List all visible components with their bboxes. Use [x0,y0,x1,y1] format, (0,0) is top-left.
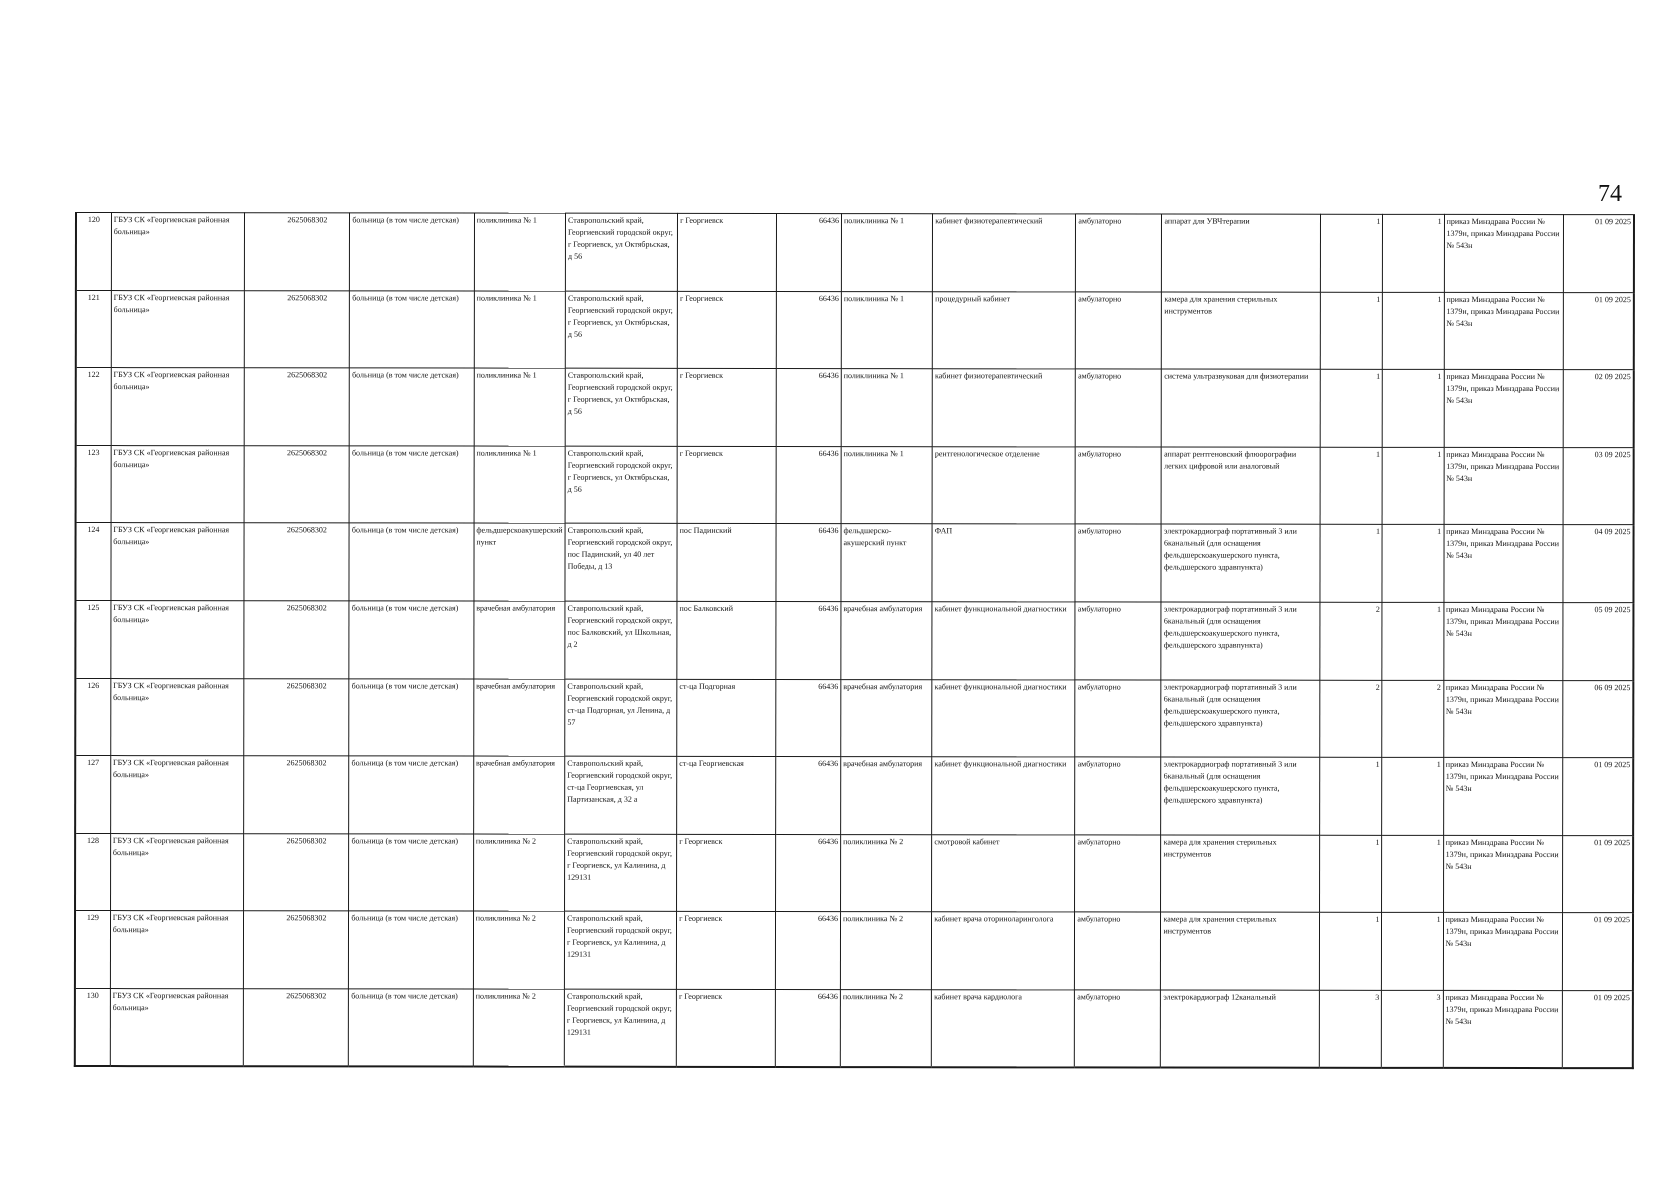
equipment-cell: камера для хранения стерильных инструментов [1161,912,1320,990]
quantity-required-cell: 1 [1320,292,1382,370]
code-cell: 66436 [776,213,841,291]
code-cell: 66436 [775,757,840,835]
division-cell: врачебная амбулатория [474,601,565,679]
address-cell: Ставропольский край, Георгиевский городской округ, г Георгиевск, ул Калинина, д 129131 [565,834,677,912]
care-condition-cell: амбулаторно [1076,214,1162,292]
division-cell: поликлиника № 2 [473,834,564,912]
code-cell: 66436 [775,601,840,679]
code-cell: 66436 [775,989,840,1067]
equipment-cell: камера для хранения стерильных инструментов [1162,292,1321,370]
subdivision-cell: поликлиника № 1 [841,446,932,524]
care-condition-cell: амбулаторно [1076,291,1162,369]
equipment-table [74,212,1635,1069]
locality-cell: г Георгиевск [677,291,776,369]
address-cell: Ставропольский край, Георгиевский городской округ, г Георгиевск, ул Калинина, д 129131 [564,989,676,1067]
organization-cell: ГБУЗ СК «Георгиевская районная больница» [110,988,243,1066]
organization-cell: ГБУЗ СК «Георгиевская районная больница» [111,601,244,679]
institution-type-cell: больница (в том числе детская) [349,989,474,1067]
code-cell: 66436 [776,446,841,524]
care-condition-cell: амбулаторно [1075,524,1161,602]
quantity-available-cell: 1 [1383,214,1444,292]
care-condition-cell: амбулаторно [1075,757,1161,835]
subdivision-cell: поликлиника № 1 [841,214,932,292]
table-row [75,833,1633,913]
locality-cell: г Георгиевск [677,213,776,291]
row-number-cell: 123 [76,445,111,523]
locality-cell: г Георгиевск [676,989,775,1067]
subdivision-cell: поликлиника № 2 [840,990,931,1068]
inn-cell: 2625068302 [243,833,349,911]
equipment-cell: камера для хранения стерильных инструментов [1161,835,1320,913]
equipment-cell: аппарат для УВЧтерапии [1162,214,1321,292]
date-cell: 01 09 2025 [1562,758,1633,836]
legal-basis-cell: приказ Минздрава России № 1379н, приказ Минздрава России № 543н [1443,758,1562,836]
quantity-required-cell: 1 [1320,525,1382,603]
row-number-cell: 122 [76,368,111,446]
locality-cell: г Георгиевск [677,369,776,447]
inn-cell: 2625068302 [243,911,349,989]
inn-cell: 2625068302 [243,756,349,834]
date-cell: 01 09 2025 [1562,913,1633,991]
organization-cell: ГБУЗ СК «Георгиевская районная больница» [111,290,244,368]
quantity-required-cell: 1 [1320,447,1382,525]
code-cell: 66436 [775,912,840,990]
locality-cell: ст-ца Подгорная [677,679,776,757]
quantity-available-cell: 1 [1382,602,1443,680]
organization-cell: ГБУЗ СК «Георгиевская районная больница» [111,523,244,601]
equipment-cell: электрокардиограф портативный 3 или 6канальный (для оснащения фельдшерскоакушерского пункта, фельдшерского здравпункта) [1161,524,1320,602]
inn-cell: 2625068302 [244,213,350,291]
locality-cell: г Георгиевск [677,446,776,524]
subdivision-cell: врачебная амбулатория [841,602,932,680]
quantity-available-cell: 1 [1382,835,1443,913]
room-cell: ФАП [932,524,1075,602]
date-cell: 01 09 2025 [1562,835,1633,913]
date-cell: 01 09 2025 [1563,292,1634,370]
date-cell: 05 09 2025 [1563,603,1634,681]
subdivision-cell: фельдшерско-акушерский пункт [841,524,932,602]
equipment-cell: аппарат рентгеновский флюорографии легких цифровой или аналоговый [1162,447,1321,525]
room-cell: процедурный кабинет [933,291,1076,369]
code-cell: 66436 [775,834,840,912]
quantity-available-cell: 3 [1382,990,1443,1068]
address-cell: Ставропольский край, Георгиевский городской округ, г Георгиевск, ул Октябрьская, д 56 [565,291,677,369]
institution-type-cell: больница (в том числе детская) [349,834,474,912]
quantity-required-cell: 1 [1321,214,1383,292]
table-row [75,988,1633,1068]
room-cell: кабинет врача оториноларинголога [932,912,1075,990]
division-cell: поликлиника № 1 [474,291,565,369]
equipment-cell: электрокардиограф портативный 3 или 6канальный (для оснащения фельдшерскоакушерского пункта, фельдшерского здравпункта) [1161,757,1320,835]
row-number-cell: 125 [75,600,110,678]
code-cell: 66436 [776,524,841,602]
organization-cell: ГБУЗ СК «Георгиевская районная больница» [111,445,244,523]
row-number-cell: 121 [76,290,111,368]
organization-cell: ГБУЗ СК «Георгиевская районная больница» [110,911,243,989]
quantity-required-cell: 2 [1320,680,1382,758]
division-cell: поликлиника № 2 [473,911,564,989]
table-row [75,756,1633,836]
quantity-required-cell: 1 [1320,757,1382,835]
table-row [76,368,1634,448]
institution-type-cell: больница (в том числе детская) [350,213,475,291]
table-row [75,678,1633,758]
inn-cell: 2625068302 [243,678,349,756]
quantity-available-cell: 1 [1382,525,1443,603]
quantity-available-cell: 1 [1382,913,1443,991]
table-row [76,290,1634,370]
legal-basis-cell: приказ Минздрава России № 1379н, приказ Минздрава России № 543н [1443,680,1562,758]
legal-basis-cell: приказ Минздрава России № 1379н, приказ Минздрава России № 543н [1444,525,1563,603]
institution-type-cell: больница (в том числе детская) [349,911,474,989]
room-cell: кабинет функциональной диагностики [932,679,1075,757]
quantity-available-cell: 1 [1383,292,1444,370]
institution-type-cell: больница (в том числе детская) [350,290,475,368]
care-condition-cell: амбулаторно [1075,447,1161,525]
locality-cell: ст-ца Георгиевская [677,756,776,834]
locality-cell: пос Балковский [677,601,776,679]
room-cell: смотровой кабинет [932,834,1075,912]
equipment-cell: электрокардиограф портативный 3 или 6канальный (для оснащения фельдшерскоакушерского пункта, фельдшерского здравпункта) [1161,680,1320,758]
room-cell: кабинет функциональной диагностики [932,757,1075,835]
address-cell: Ставропольский край, Георгиевский городской округ, ст-ца Подгорная, ул Ленина, д 57 [565,679,677,757]
legal-basis-cell: приказ Минздрава России № 1379н, приказ Минздрава России № 543н [1443,990,1562,1068]
date-cell: 02 09 2025 [1563,370,1634,448]
division-cell: поликлиника № 1 [474,446,565,524]
inn-cell: 2625068302 [243,601,349,679]
division-cell: врачебная амбулатория [473,756,564,834]
division-cell: врачебная амбулатория [474,679,565,757]
organization-cell: ГБУЗ СК «Георгиевская районная больница» [110,756,243,834]
legal-basis-cell: приказ Минздрава России № 1379н, приказ Минздрава России № 543н [1444,292,1563,370]
organization-cell: ГБУЗ СК «Георгиевская районная больница» [110,833,243,911]
quantity-required-cell: 1 [1320,369,1382,447]
legal-basis-cell: приказ Минздрава России № 1379н, приказ Минздрава России № 543н [1444,214,1563,292]
code-cell: 66436 [776,369,841,447]
inn-cell: 2625068302 [243,523,349,601]
inn-cell: 2625068302 [244,446,350,524]
organization-cell: ГБУЗ СК «Георгиевская районная больница» [111,213,244,291]
subdivision-cell: поликлиника № 1 [841,291,932,369]
date-cell: 01 09 2025 [1563,215,1634,293]
locality-cell: г Георгиевск [676,912,775,990]
address-cell: Ставропольский край, Георгиевский городской округ, г Георгиевск, ул Октябрьская, д 56 [565,213,677,291]
care-condition-cell: амбулаторно [1075,602,1161,680]
institution-type-cell: больница (в том числе детская) [349,756,474,834]
quantity-required-cell: 1 [1320,913,1382,991]
table-row [75,523,1633,603]
division-cell: поликлиника № 2 [473,989,564,1067]
legal-basis-cell: приказ Минздрава России № 1379н, приказ Минздрава России № 543н [1443,602,1562,680]
date-cell: 04 09 2025 [1563,525,1634,603]
room-cell: кабинет физиотерапевтический [933,214,1076,292]
organization-cell: ГБУЗ СК «Георгиевская районная больница» [111,678,244,756]
subdivision-cell: врачебная амбулатория [841,679,932,757]
inn-cell: 2625068302 [244,290,350,368]
row-number-cell: 128 [75,833,110,911]
quantity-required-cell: 1 [1320,835,1382,913]
address-cell: Ставропольский край, Георгиевский городской округ, пос Балковский, ул Школьная, д 2 [565,601,677,679]
institution-type-cell: больница (в том числе детская) [349,678,474,756]
quantity-available-cell: 1 [1382,447,1443,525]
quantity-available-cell: 2 [1382,680,1443,758]
care-condition-cell: амбулаторно [1075,679,1161,757]
row-number-cell: 126 [75,678,110,756]
table-row [76,213,1634,293]
address-cell: Ставропольский край, Георгиевский городской округ, г Георгиевск, ул Калинина, д 129131 [564,912,676,990]
row-number-cell: 124 [75,523,110,601]
locality-cell: пос Падинский [677,524,776,602]
code-cell: 66436 [775,679,840,757]
inn-cell: 2625068302 [244,368,350,446]
legal-basis-cell: приказ Минздрава России № 1379н, приказ Минздрава России № 543н [1443,835,1562,913]
address-cell: Ставропольский край, Георгиевский городской округ, пос Падинский, ул 40 лет Победы, д 13 [565,524,677,602]
date-cell: 03 09 2025 [1563,447,1634,525]
organization-cell: ГБУЗ СК «Георгиевская районная больница» [111,368,244,446]
row-number-cell: 127 [75,756,110,834]
room-cell: рентгенологическое отделение [932,446,1075,524]
address-cell: Ставропольский край, Георгиевский городской округ, г Георгиевск, ул Октябрьская, д 56 [565,368,677,446]
row-number-cell: 120 [76,213,111,291]
institution-type-cell: больница (в том числе детская) [349,601,474,679]
row-number-cell: 130 [75,988,110,1066]
legal-basis-cell: приказ Минздрава России № 1379н, приказ Минздрава России № 543н [1444,370,1563,448]
institution-type-cell: больница (в том числе детская) [349,446,474,524]
equipment-cell: электрокардиограф портативный 3 или 6канальный (для оснащения фельдшерскоакушерского пункта, фельдшерского здравпункта) [1161,602,1320,680]
quantity-available-cell: 1 [1383,370,1444,448]
room-cell: кабинет физиотерапевтический [932,369,1075,447]
quantity-available-cell: 1 [1382,757,1443,835]
division-cell: фельдшерскоакушерский пункт [474,523,565,601]
locality-cell: г Георгиевск [677,834,776,912]
subdivision-cell: врачебная амбулатория [841,757,932,835]
equipment-cell: система ультразвуковая для физиотерапии [1162,369,1321,447]
equipment-cell: электрокардиограф 12канальный [1161,990,1320,1068]
address-cell: Ставропольский край, Георгиевский городской округ, г Георгиевск, ул Октябрьская, д 56 [565,446,677,524]
subdivision-cell: поликлиника № 1 [841,369,932,447]
inn-cell: 2625068302 [243,989,349,1067]
institution-type-cell: больница (в том числе детская) [350,368,475,446]
room-cell: кабинет врача кардиолога [932,990,1075,1068]
date-cell: 06 09 2025 [1563,680,1634,758]
care-condition-cell: амбулаторно [1075,835,1161,913]
table-row [75,911,1633,991]
division-cell: поликлиника № 1 [474,368,565,446]
quantity-required-cell: 3 [1319,990,1381,1068]
row-number-cell: 129 [75,911,110,989]
legal-basis-cell: приказ Минздрава России № 1379н, приказ Минздрава России № 543н [1444,447,1563,525]
care-condition-cell: амбулаторно [1075,990,1161,1068]
room-cell: кабинет функциональной диагностики [932,602,1075,680]
care-condition-cell: амбулаторно [1075,912,1161,990]
date-cell: 01 09 2025 [1562,991,1633,1069]
subdivision-cell: поликлиника № 2 [840,834,931,912]
code-cell: 66436 [776,291,841,369]
table-row [75,600,1633,680]
legal-basis-cell: приказ Минздрава России № 1379н, приказ Минздрава России № 543н [1443,913,1562,991]
page-number: 74 [1598,181,1622,207]
institution-type-cell: больница (в том числе детская) [349,523,474,601]
care-condition-cell: амбулаторно [1076,369,1162,447]
division-cell: поликлиника № 1 [474,213,565,291]
subdivision-cell: поликлиника № 2 [840,912,931,990]
quantity-required-cell: 2 [1320,602,1382,680]
table-row [76,445,1634,525]
address-cell: Ставропольский край, Георгиевский городской округ, ст-ца Георгиевская, ул Партизанская, д 32 а [565,756,677,834]
